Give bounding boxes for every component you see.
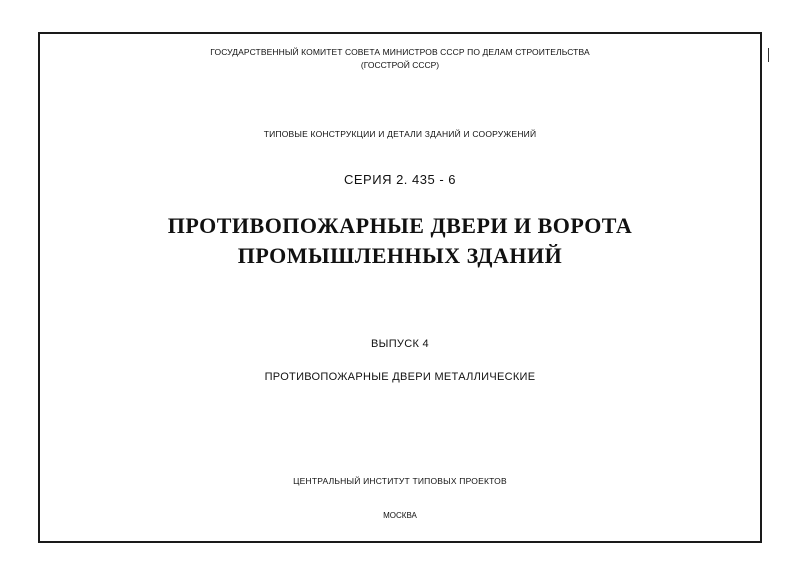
document-category: ТИПОВЫЕ КОНСТРУКЦИИ И ДЕТАЛИ ЗДАНИЙ И СООРУЖЕНИЙ [263, 129, 537, 139]
publication-city: МОСКВА [383, 511, 417, 520]
document-title-line-1: ПРОТИВОПОЖАРНЫЕ ДВЕРИ И ВОРОТА [167, 213, 633, 238]
issue-subtitle: ПРОТИВОПОЖАРНЫЕ ДВЕРИ МЕТАЛЛИЧЕСКИЕ [264, 371, 536, 383]
issue-number: ВЫПУСК 4 [371, 338, 429, 350]
committee-abbreviation: (ГОССТРОЙ СССР) [360, 60, 440, 70]
publisher-institute: ЦЕНТРАЛЬНЫЙ ИНСТИТУТ ТИПОВЫХ ПРОЕКТОВ [293, 476, 507, 486]
series-number: СЕРИЯ 2. 435 - 6 [344, 172, 456, 187]
document-frame [38, 32, 762, 543]
document-title-line-2: ПРОМЫШЛЕННЫХ ЗДАНИЙ [237, 243, 563, 268]
document-title [0, 211, 800, 271]
committee-name: ГОСУДАРСТВЕННЫЙ КОМИТЕТ СОВЕТА МИНИСТРОВ СССР ПО ДЕЛАМ СТРОИТЕЛЬСТВА [210, 47, 590, 57]
